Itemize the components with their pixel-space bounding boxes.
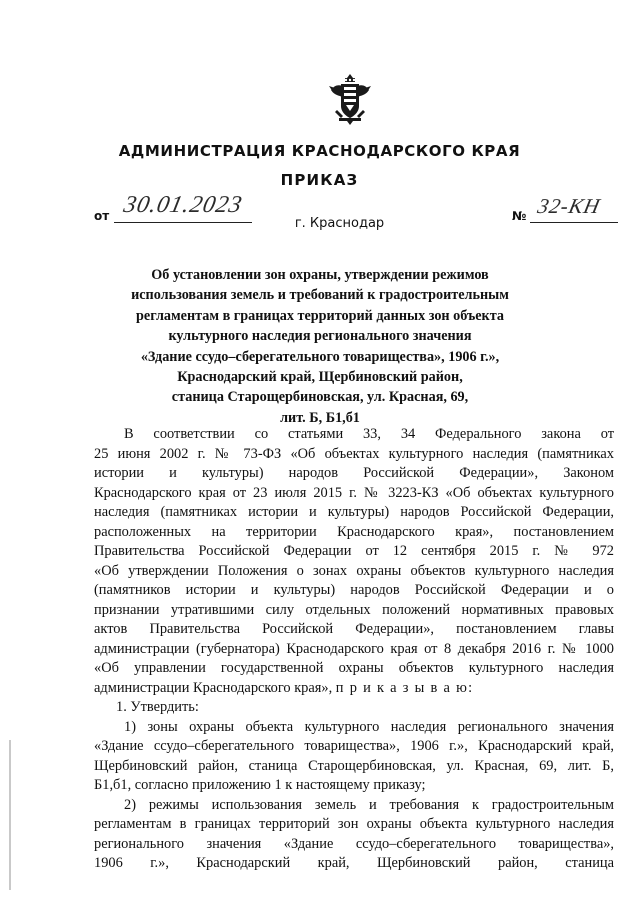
body-line: наследия (памятниках истории и культуры) народов Российской Федерации, [94, 504, 614, 520]
body-line: Щербиновский район, станица Старощербиновская, ул. Красная, 69, лит. Б, [94, 757, 614, 774]
number-handwritten: 32-КН [535, 194, 603, 218]
order-body [94, 425, 614, 874]
body-line: признании утратившими силу отдельных положений нормативных правовых [94, 601, 614, 618]
body-line: (памятников истории и культуры) народов Российской Федерации и о [94, 582, 614, 598]
body-line: 2) режимы использования земель и требования к градостроительным [124, 796, 614, 813]
body-line: Краснодарского края от 23 июля 2015 г. № 3223-КЗ «Об объектах культурного [94, 484, 614, 501]
agency-name: АДМИНИСТРАЦИЯ КРАСНОДАРСКОГО КРАЯ [118, 142, 521, 160]
document-type: ПРИКАЗ [280, 171, 359, 189]
title-line: лит. Б, Б1,б1 [280, 409, 360, 426]
item-1: 1. Утвердить: [116, 699, 199, 715]
date-prefix: от [94, 209, 110, 223]
body-line: Правительства Российской Федерации от 12 сентября 2015 г. № 972 [94, 543, 614, 559]
body-line: «Об утверждении Положения о зонах охраны объектов культурного наследия [94, 562, 614, 579]
city: г. Краснодар [294, 216, 385, 231]
number-prefix: № [512, 209, 527, 223]
body-line: актов Правительства Российской Федерации», постановлением главы [94, 621, 614, 637]
scan-edge-line [9, 740, 11, 890]
title-line: Об установлении зон охраны, утверждении режимов [151, 267, 489, 283]
body-line-last [94, 679, 614, 699]
order-title [120, 265, 520, 428]
title-line: «Здание ссудо–сберегательного товарищества», 1906 г.», [140, 348, 500, 365]
number-underline [530, 222, 618, 223]
body-line: истории и культуры) народов Российской Федерации», Законом [94, 465, 614, 481]
date-handwritten: 30.01.2023 [121, 192, 245, 218]
title-line: станица Старощербиновская, ул. Красная, 69, [171, 389, 469, 406]
body-line: 1) зоны охраны объекта культурного наследия регионального значения [124, 718, 614, 735]
title-line: регламентам в границах территорий данных зон объекта [136, 307, 504, 324]
body-line: регламентам в границах территорий зон охраны объекта культурного наследия [94, 816, 614, 832]
body-line: расположенных на территории Краснодарского края», постановлением [94, 523, 614, 540]
title-line: Краснодарский край, Щербиновский район, [177, 369, 463, 386]
title-line: культурного наследия регионального значения [168, 328, 472, 345]
body-line: 25 июня 2002 г. № 73-ФЗ «Об объектах культурного наследия (памятниках [94, 445, 614, 462]
order-word: п р и к а з ы в а ю: [335, 679, 474, 696]
title-line: использования земель и требований к градостроительным [131, 287, 509, 304]
body-line: 1906 г.», Краснодарский край, Щербиновский район, станица [94, 855, 614, 871]
coat-of-arms-emblem [327, 72, 373, 126]
body-line: Б1,б1, согласно приложению 1 к настоящему приказу; [94, 777, 426, 793]
body-line: «Здание ссудо–сберегательного товарищества», 1906 г.», Краснодарский край, [94, 738, 614, 754]
body-line: В соответствии со статьями 33, 34 Федерального закона от [124, 426, 614, 442]
body-line: регионального значения «Здание ссудо–сберегательного товарищества», [94, 835, 614, 852]
preamble-end: администрации Краснодарского края», [94, 679, 333, 696]
body-line: «Об управлении государственной охраны объектов культурного наследия [94, 660, 614, 676]
body-line: администрации (губернатора) Краснодарского края от 8 декабря 2016 г. № 1000 [94, 640, 614, 657]
